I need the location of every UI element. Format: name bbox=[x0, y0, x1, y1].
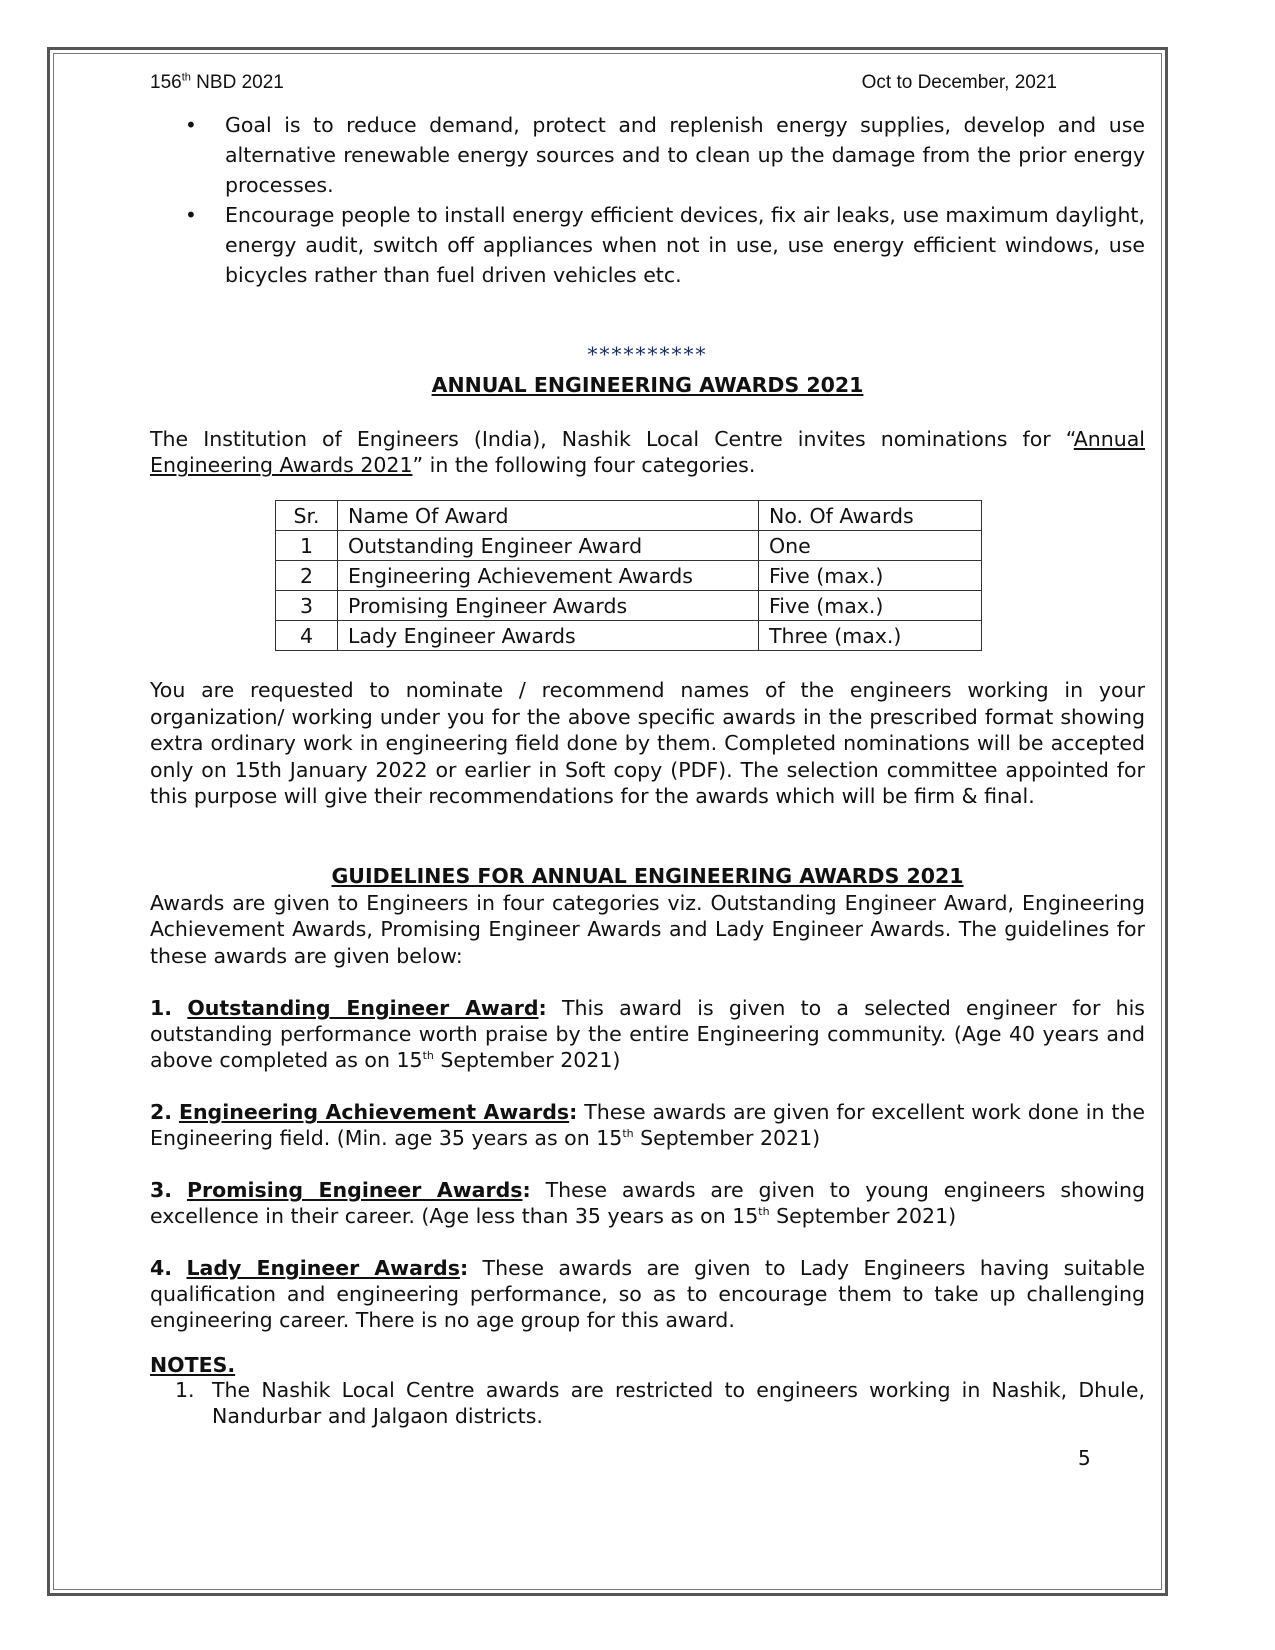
cell-name: Lady Engineer Awards bbox=[338, 621, 759, 651]
bullet-text: Encourage people to install energy efficient devices, fix air leaks, use maximum daylight, energy audit, switch off appliances when not in use, use energy efficient windows, use bicycles rather than fuel driven vehicles etc. bbox=[225, 203, 1145, 287]
bullet-text: Goal is to reduce demand, protect and replenish energy supplies, develop and use alternative renewable energy sources and to clean up the damage from the prior energy processes. bbox=[225, 113, 1145, 197]
guideline-award-name: Promising Engineer Awards bbox=[186, 1178, 523, 1202]
awards-table bbox=[275, 500, 982, 651]
guideline-award-name: Outstanding Engineer Award bbox=[187, 996, 539, 1020]
guideline-number: 3. bbox=[150, 1178, 173, 1202]
guideline-number: 2. bbox=[150, 1100, 173, 1124]
note-item bbox=[150, 1377, 1145, 1429]
notes-list bbox=[150, 1377, 1145, 1429]
note-number: 1. bbox=[175, 1378, 195, 1402]
header-issue bbox=[150, 72, 284, 94]
cell-count: One bbox=[759, 531, 982, 561]
guideline-item: 1. Outstanding Engineer Award: This award is given to a selected engineer for his outstanding performance worth praise by the entire Engineering community. (Age 40 years and above completed as on 15th September 2021) bbox=[150, 996, 1145, 1072]
guideline-sup: th bbox=[422, 1049, 434, 1063]
table-row bbox=[276, 561, 982, 591]
header-date: Oct to December, 2021 bbox=[861, 72, 1057, 93]
table-header-row bbox=[276, 501, 982, 531]
intro-awards-name: Annual Engineering Awards 2021 bbox=[150, 427, 1145, 477]
header-cell-count: No. Of Awards bbox=[759, 501, 982, 531]
intro-paragraph bbox=[150, 426, 1145, 478]
guideline-sup: th bbox=[758, 1205, 770, 1219]
guideline-award-name: Engineering Achievement Awards bbox=[178, 1100, 570, 1124]
cell-sr: 2 bbox=[276, 561, 338, 591]
table-row bbox=[276, 591, 982, 621]
table-row bbox=[276, 621, 982, 651]
guideline-text: These awards are given to young engineers showing excellence in their career. (Age less than 35 years as on 15 bbox=[150, 1178, 1145, 1228]
cell-count: Five (max.) bbox=[759, 591, 982, 621]
guidelines-intro: Awards are given to Engineers in four categories viz. Outstanding Engineer Award, Engineering Achievement Awards, Promising Engineer Awards and Lady Engineer Awards. The guidelines for these awards are given below: bbox=[150, 890, 1145, 968]
request-paragraph: You are requested to nominate / recommend names of the engineers working in your organization/ working under you for the above specific awards in the prescribed format showing extra ordinary work in engineering field done by them. Completed nominations will be accepted only on 15th January 2022 or earlier in Soft copy (PDF). The selection committee appointed for this purpose will give their recommendations for the awards which will be firm & final. bbox=[150, 678, 1145, 808]
bullet-list bbox=[150, 110, 1145, 290]
section-separator: ********** bbox=[587, 342, 708, 366]
table-row bbox=[276, 531, 982, 561]
guideline-number: 4. bbox=[150, 1256, 173, 1280]
guideline-item: 4. Lady Engineer Awards: These awards are given to Lady Engineers having suitable qualification and engineering performance, so as to encourage them to take up challenging engineering career. There is no age group for this award. bbox=[150, 1256, 1145, 1332]
guideline-sup: th bbox=[622, 1127, 634, 1141]
guidelines-title: GUIDELINES FOR ANNUAL ENGINEERING AWARDS 2021 bbox=[331, 863, 964, 888]
cell-name: Engineering Achievement Awards bbox=[338, 561, 759, 591]
guideline-text: These awards are given for excellent work done in the Engineering field. (Min. age 35 years as on 15 bbox=[150, 1100, 1145, 1150]
guideline-item: 2. Engineering Achievement Awards: These awards are given for excellent work done in the Engineering field. (Min. age 35 years as on 15th September 2021) bbox=[150, 1100, 1145, 1150]
bullet-icon: • bbox=[185, 203, 197, 227]
guideline-tail: September 2021) bbox=[433, 1048, 621, 1072]
intro-before: The Institution of Engineers (India), Nashik Local Centre invites nominations for “ bbox=[150, 427, 1074, 451]
cell-sr: 3 bbox=[276, 591, 338, 621]
guideline-text: These awards are given to Lady Engineers having suitable qualification and engineering performance, so as to encourage them to take up challenging engineering career. There is no age group for this award. bbox=[150, 1256, 1145, 1332]
document-page bbox=[150, 72, 1145, 1429]
guideline-text: This award is given to a selected engineer for his outstanding performance worth praise by the entire Engineering community. (Age 40 years and above completed as on 15 bbox=[150, 996, 1145, 1072]
note-text: The Nashik Local Centre awards are restricted to engineers working in Nashik, Dhule, Nandurbar and Jalgaon districts. bbox=[212, 1378, 1145, 1428]
header-issue-suffix: NBD 2021 bbox=[190, 72, 284, 93]
page-number: 5 bbox=[1078, 1446, 1091, 1470]
guideline-tail: September 2021) bbox=[769, 1204, 957, 1228]
cell-sr: 1 bbox=[276, 531, 338, 561]
page-header bbox=[150, 72, 1145, 102]
notes-title: NOTES. bbox=[150, 1353, 236, 1377]
awards-title: ANNUAL ENGINEERING AWARDS 2021 bbox=[431, 373, 864, 397]
intro-after: ” in the following four categories. bbox=[412, 453, 756, 477]
guideline-number: 1. bbox=[150, 996, 173, 1020]
cell-name: Outstanding Engineer Award bbox=[338, 531, 759, 561]
guideline-tail: September 2021) bbox=[633, 1126, 821, 1150]
guideline-award-name: Lady Engineer Awards bbox=[186, 1256, 460, 1280]
header-issue-sup: th bbox=[181, 71, 191, 84]
header-cell-name: Name Of Award bbox=[338, 501, 759, 531]
bullet-item bbox=[150, 200, 1145, 290]
cell-count: Three (max.) bbox=[759, 621, 982, 651]
cell-sr: 4 bbox=[276, 621, 338, 651]
bullet-icon: • bbox=[185, 113, 197, 137]
bullet-item bbox=[150, 110, 1145, 200]
header-cell-sr: Sr. bbox=[276, 501, 338, 531]
header-issue-number: 156 bbox=[150, 72, 182, 93]
cell-count: Five (max.) bbox=[759, 561, 982, 591]
cell-name: Promising Engineer Awards bbox=[338, 591, 759, 621]
guideline-item: 3. Promising Engineer Awards: These awards are given to young engineers showing excellence in their career. (Age less than 35 years as on 15th September 2021) bbox=[150, 1178, 1145, 1228]
